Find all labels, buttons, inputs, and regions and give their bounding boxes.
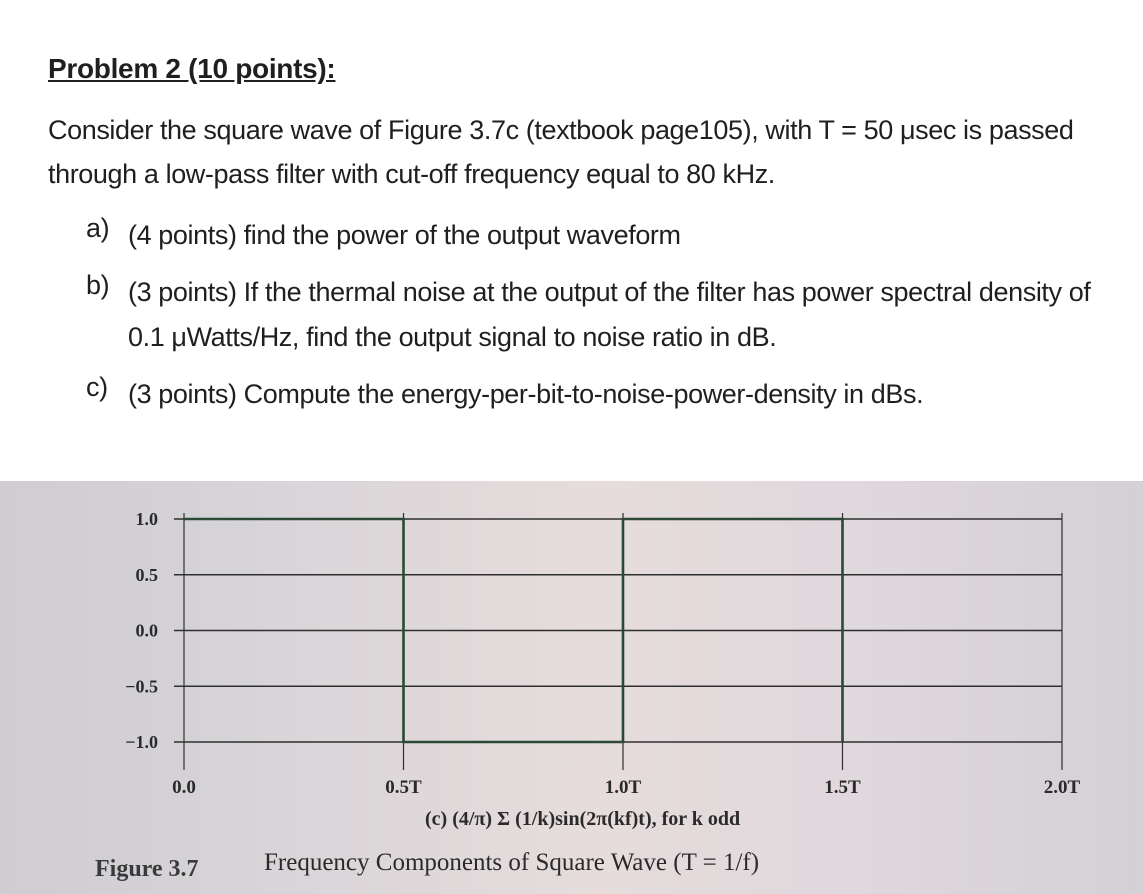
statement-line-1: Consider the square wave of Figure 3.7c (textbook page105), with T = 50 μsec is passed (48, 115, 1074, 145)
x-tick-label: 0.0 (172, 777, 196, 798)
y-tick-label: −0.5 (125, 676, 158, 697)
part-c (48, 372, 1108, 417)
x-tick-label: 1.5T (824, 777, 861, 798)
y-tick-label: 0.5 (135, 564, 158, 585)
part-a (48, 213, 1108, 258)
part-b-text: (3 points) If the thermal noise at the output of the filter has power spectral density of (128, 277, 1091, 307)
problem-statement (48, 108, 1108, 196)
x-tick-label: 2.0T (1043, 777, 1081, 798)
part-c-label: c) (86, 372, 108, 402)
part-b-text-continued: 0.1 μWatts/Hz, find the output signal to noise ratio in dB. (128, 322, 777, 352)
textbook-figure-photo (0, 481, 1143, 894)
part-a-text: (4 points) find the power of the output waveform (128, 220, 681, 250)
part-b (48, 270, 1108, 360)
y-tick-label: 1.0 (135, 509, 158, 529)
problem-block (48, 50, 1108, 417)
figure-number: Figure 3.7 (95, 856, 199, 882)
figure-caption: Frequency Components of Square Wave (T = 1/f) (264, 849, 760, 876)
problem-heading: Problem 2 (10 points): (48, 53, 336, 84)
part-b-label: b) (86, 270, 110, 300)
chart-grid (174, 513, 1062, 770)
figure-subcaption: (c) (4/π) Σ (1/k)sin(2π(kf)t), for k odd (425, 808, 741, 830)
x-tick-label: 0.5T (385, 777, 422, 798)
y-tick-label: −1.0 (125, 732, 158, 752)
x-tick-label: 1.0T (604, 777, 642, 798)
chart-tick-labels (125, 509, 1080, 798)
square-wave-chart (0, 481, 1143, 894)
part-a-label: a) (86, 213, 110, 243)
y-tick-label: 0.0 (135, 620, 158, 641)
part-c-text: (3 points) Compute the energy-per-bit-to-noise-power-density in dBs. (128, 379, 924, 409)
statement-line-2: through a low-pass filter with cut-off frequency equal to 80 kHz. (48, 159, 775, 189)
